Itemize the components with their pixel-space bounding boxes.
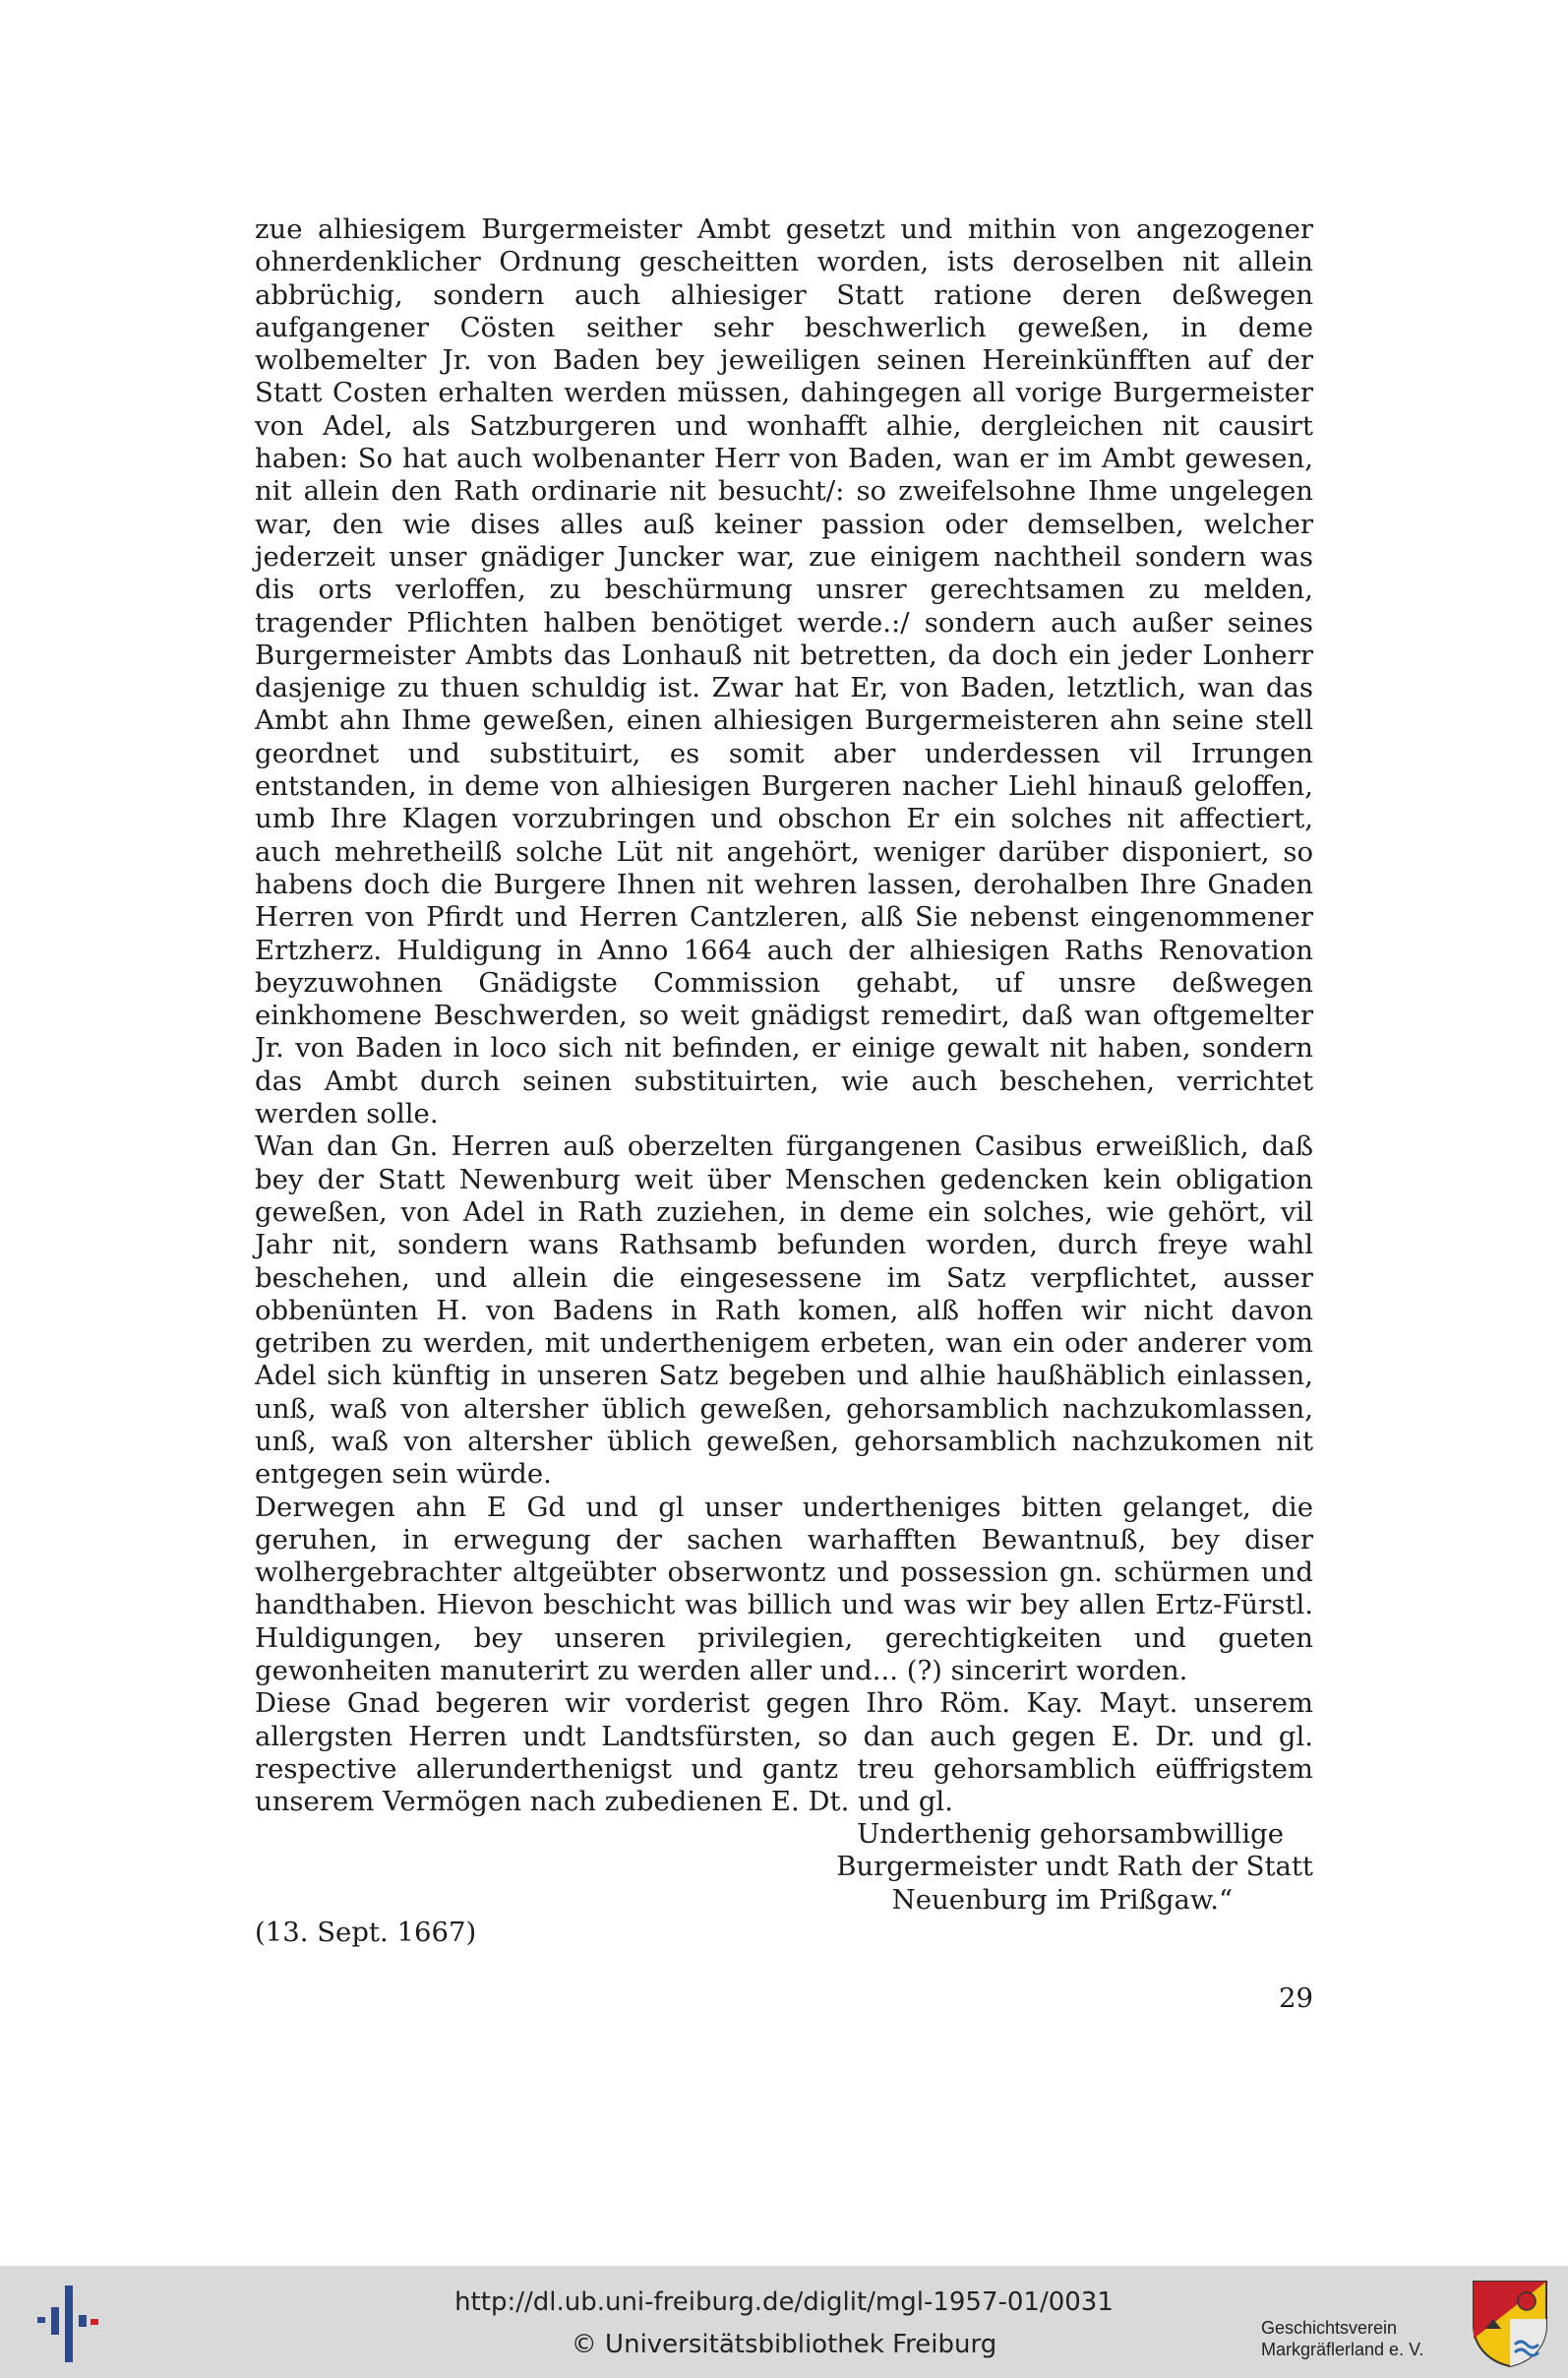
signature-line-2: Burgermeister undt Rath der Statt bbox=[836, 1851, 1313, 1883]
society-name bbox=[1261, 2317, 1468, 2360]
society-name-line-2: Markgräflerland e. V. bbox=[1261, 2340, 1424, 2359]
document-body bbox=[255, 213, 1313, 1819]
copyright-text: © Universitätsbibliothek Freiburg bbox=[571, 2330, 997, 2359]
date-note: (13. Sept. 1667) bbox=[255, 1917, 477, 1948]
paragraph-2: Wan dan Gn. Herren auß oberzelten fürgangenen Casibus erweißlich, daß bey der Statt Newenburg weit über Menschen gedencken kein obligation geweßen, von Adel in Rath zuziehen, in deme ein solches, wie gehört, vil Jahr nit, sondern wans Rathsamb befunden worden, durch freye wahl beschehen, und allein die eingesessene im Satz verpflichtet, ausser obbenünten H. von Badens in Rath komen, alß hoffen wir nicht davon getriben zu werden, mit underthenigem erbeten, wan ein oder anderer vom Adel sich künftig in unseren Satz begeben und alhie haußhäblich einlassen, unß, waß von altersher üblich geweßen, gehorsamblich nachzukomlassen, unß, waß von altersher üblich geweßen, gehorsamblich nachzukomen nit entgegen sein würde. bbox=[255, 1130, 1313, 1491]
permalink-link[interactable]: http://dl.ub.uni-freiburg.de/diglit/mgl-1957-01/0031 bbox=[454, 2287, 1114, 2317]
paragraph-1: zue alhiesigem Burgermeister Ambt gesetzt und mithin von angezogener ohnerdenklicher Ordnung gescheitten worden, ists deroselben nit allein abbrüchig, sondern auch alhiesiger Statt ratione deren deßwegen aufgangener Cösten seither sehr beschwerlich geweßen, in deme wolbemelter Jr. von Baden bey jeweiligen seinen Hereinkünfften auf der Statt Costen erhalten werden müssen, dahingegen all vorige Burgermeister von Adel, als Satzburgeren und wonhafft alhie, dergleichen nit causirt haben: So hat auch wolbenanter Herr von Baden, wan er im Ambt gewesen, nit allein den Rath ordinarie nit besucht/: so zweifelsohne Ihme ungelegen war, den wie dises alles auß keiner passion oder demselben, welcher jederzeit unser gnädiger Juncker war, zue einigem nachtheil sondern was dis orts verloffen, zu beschürmung unsrer gerechtsamen zu melden, tragender Pflichten halben benötiget werde.:/ sondern auch außer seines Burgermeister Ambts das Lonhauß nit betretten, da doch ein jeder Lonherr dasjenige zu thuen schuldig ist. Zwar hat Er, von Baden, letztlich, wan das Ambt ahn Ihme geweßen, einen alhiesigen Burgermeisteren ahn seine stell geordnet und substituirt, es somit aber underdessen vil Irrungen entstanden, in deme von alhiesigen Burgeren nacher Liehl hinauß geloffen, umb Ihre Klagen vorzubringen und obschon Er ein solches nit affectiert, auch mehretheilß solche Lüt nit angehört, weniger darüber disponiert, so habens doch die Burgere Ihnen nit wehren lassen, derohalben Ihre Gnaden Herren von Pfirdt und Herren Cantzleren, alß Sie nebenst eingenommener Ertzherz. Huldigung in Anno 1664 auch der alhiesigen Raths Renovation beyzuwohnen Gnädigste Commission gehabt, uf unsre deßwegen einkhomene Beschwerden, so weit gnädigst remedirt, daß wan oftgemelter Jr. von Baden in loco sich nit befinden, er einige gewalt nit haben, sondern das Ambt durch seinen substituirten, wie auch beschehen, verrichtet werden solle. bbox=[255, 213, 1313, 1130]
signature-line-3: Neuenburg im Prißgaw.“ bbox=[891, 1883, 1233, 1916]
page-number: 29 bbox=[1279, 1982, 1313, 2014]
coat-of-arms-icon bbox=[1472, 2280, 1548, 2368]
footer-bar bbox=[0, 2266, 1568, 2378]
paragraph-4: Diese Gnad begeren wir vorderist gegen Ihro Röm. Kay. Mayt. unserem allergsten Herren undt Landtsfürsten, so dan auch gegen E. Dr. und gl. respective allerunderthenigst und gantz treu gehorsamblich eüffrigstem unserem Vermögen nach zubedienen E. Dt. und gl. bbox=[255, 1687, 1313, 1818]
society-name-line-1: Geschichtsverein bbox=[1261, 2318, 1398, 2338]
signature-line-1: Underthenig gehorsambwillige bbox=[857, 1818, 1284, 1850]
signature-block bbox=[787, 1818, 1313, 1917]
paragraph-3: Derwegen ahn E Gd und gl unser undertheniges bitten gelanget, die geruhen, in erwegung der sachen warhafften Bewantnuß, bey diser wolhergebrachter altgeübter obserwontz und possession gn. schürmen und handthaben. Hievon beschicht was billich und was wir bey allen Ertz-Fürstl. Huldigungen, bey unseren privilegien, gerechtigkeiten und gueten gewonheiten manuterirt zu werden aller und... (?) sincerirt worden. bbox=[255, 1491, 1313, 1687]
